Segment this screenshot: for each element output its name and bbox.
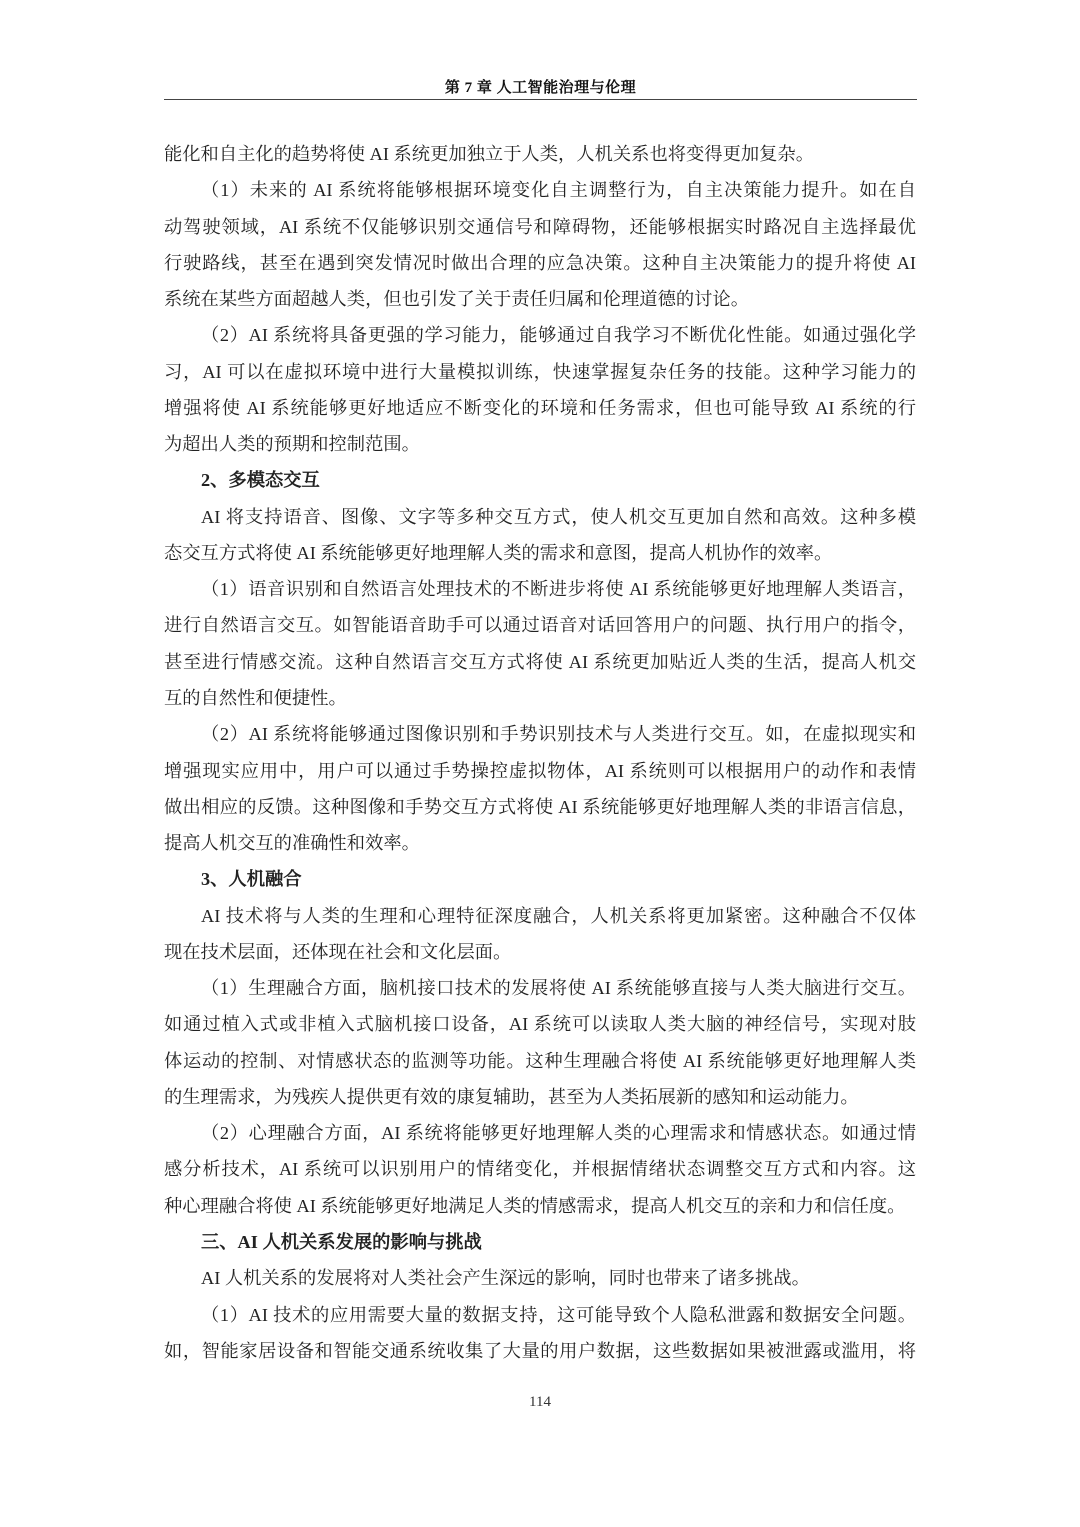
heading-text: 2、多模态交互 (201, 470, 320, 491)
header-rule (164, 99, 917, 100)
text-line: 提高人机交互的准确性和效率。 (164, 833, 420, 854)
text-line: （1）生理融合方面，脑机接口技术的发展将使 AI 系统能够直接与人类大脑进行交互。 (201, 978, 916, 999)
text-line: AI 技术将与人类的生理和心理特征深度融合，人机关系将更加紧密。这种融合不仅体 (201, 905, 916, 926)
text-line: （1）语音识别和自然语言处理技术的不断进步将使 AI 系统能够更好地理解人类语言， (201, 579, 916, 600)
text-line: 增强将使 AI 系统能够更好地适应不断变化的环境和任务需求，但也可能导致 AI 系统的行 (164, 397, 916, 418)
text-line: 甚至进行情感交流。这种自然语言交互方式将使 AI 系统更加贴近人类的生活，提高人机交 (164, 651, 916, 672)
text-line: （1）AI 技术的应用需要大量的数据支持，这可能导致个人隐私泄露和数据安全问题。 (201, 1304, 916, 1325)
text-line: 体运动的控制、对情感状态的监测等功能。这种生理融合将使 AI 系统能够更好地理解人类 (164, 1050, 916, 1071)
text-line: AI 将支持语音、图像、文字等多种交互方式，使人机交互更加自然和高效。这种多模 (201, 506, 916, 527)
page-number: 114 (529, 1394, 551, 1410)
paragraph (164, 1260, 916, 1296)
page-body (164, 136, 916, 1369)
text-line: 能化和自主化的趋势将使 AI 系统更加独立于人类，人机关系也将变得更加复杂。 (164, 144, 814, 164)
paragraph (164, 136, 916, 172)
text-line: （1）未来的 AI 系统将能够根据环境变化自主调整行为，自主决策能力提升。如在自 (201, 180, 916, 201)
paragraph (164, 499, 916, 572)
paragraph (164, 970, 916, 1115)
text-line: 种心理融合将使 AI 系统能够更好地满足人类的情感需求，提高人机交互的亲和力和信任度。 (164, 1195, 906, 1216)
paragraph (164, 1297, 916, 1370)
text-line: 行驶路线，甚至在遇到突发情况时做出合理的应急决策。这种自主决策能力的提升将使 AI (164, 252, 916, 273)
text-line: 的生理需求，为残疾人提供更有效的康复辅助，甚至为人类拓展新的感知和运动能力。 (164, 1086, 859, 1107)
paragraph (164, 1115, 916, 1224)
text-line: 进行自然语言交互。如智能语音助手可以通过语音对话回答用户的问题、执行用户的指令， (164, 615, 916, 636)
paragraph (164, 898, 916, 971)
text-line: 习，AI 可以在虚拟环境中进行大量模拟训练，快速掌握复杂任务的技能。这种学习能力的 (164, 361, 916, 382)
text-line: （2）心理融合方面，AI 系统将能够更好地理解人类的心理需求和情感状态。如通过情 (201, 1123, 916, 1144)
paragraph (164, 571, 916, 716)
text-line: 态交互方式将使 AI 系统能够更好地理解人类的需求和意图，提高人机协作的效率。 (164, 542, 833, 563)
text-line: 如，智能家居设备和智能交通系统收集了大量的用户数据，这些数据如果被泄露或滥用，将 (164, 1340, 916, 1361)
text-line: 如通过植入式或非植入式脑机接口设备，AI 系统可以读取人类大脑的神经信号，实现对肢 (164, 1014, 916, 1035)
text-line: 做出相应的反馈。这种图像和手势交互方式将使 AI 系统能够更好地理解人类的非语言信息， (164, 796, 916, 817)
text-line: AI 人机关系的发展将对人类社会产生深远的影响，同时也带来了诸多挑战。 (201, 1268, 810, 1289)
section-heading (164, 1224, 916, 1260)
paragraph (164, 317, 916, 462)
text-line: 现在技术层面，还体现在社会和文化层面。 (164, 941, 512, 962)
text-line: 系统在某些方面超越人类，但也引发了关于责任归属和伦理道德的讨论。 (164, 289, 749, 310)
text-line: 为超出人类的预期和控制范围。 (164, 434, 420, 455)
text-line: 感分析技术，AI 系统可以识别用户的情绪变化，并根据情绪状态调整交互方式和内容。这 (164, 1159, 916, 1180)
section-heading (164, 462, 916, 498)
heading-text: 三、AI 人机关系发展的影响与挑战 (201, 1231, 482, 1252)
text-line: （2）AI 系统将具备更强的学习能力，能够通过自我学习不断优化性能。如通过强化学 (201, 325, 916, 346)
section-heading (164, 861, 916, 897)
text-line: 动驾驶领域，AI 系统不仅能够识别交通信号和障碍物，还能够根据实时路况自主选择最优 (164, 216, 916, 237)
paragraph (164, 172, 916, 317)
paragraph (164, 716, 916, 861)
running-header: 第 7 章 人工智能治理与伦理 (444, 80, 637, 96)
text-line: 互的自然性和便捷性。 (164, 687, 347, 708)
text-line: （2）AI 系统将能够通过图像识别和手势识别技术与人类进行交互。如，在虚拟现实和 (201, 724, 916, 745)
heading-text: 3、人机融合 (201, 869, 302, 890)
text-line: 增强现实应用中，用户可以通过手势操控虚拟物体，AI 系统则可以根据用户的动作和表情 (164, 760, 916, 781)
